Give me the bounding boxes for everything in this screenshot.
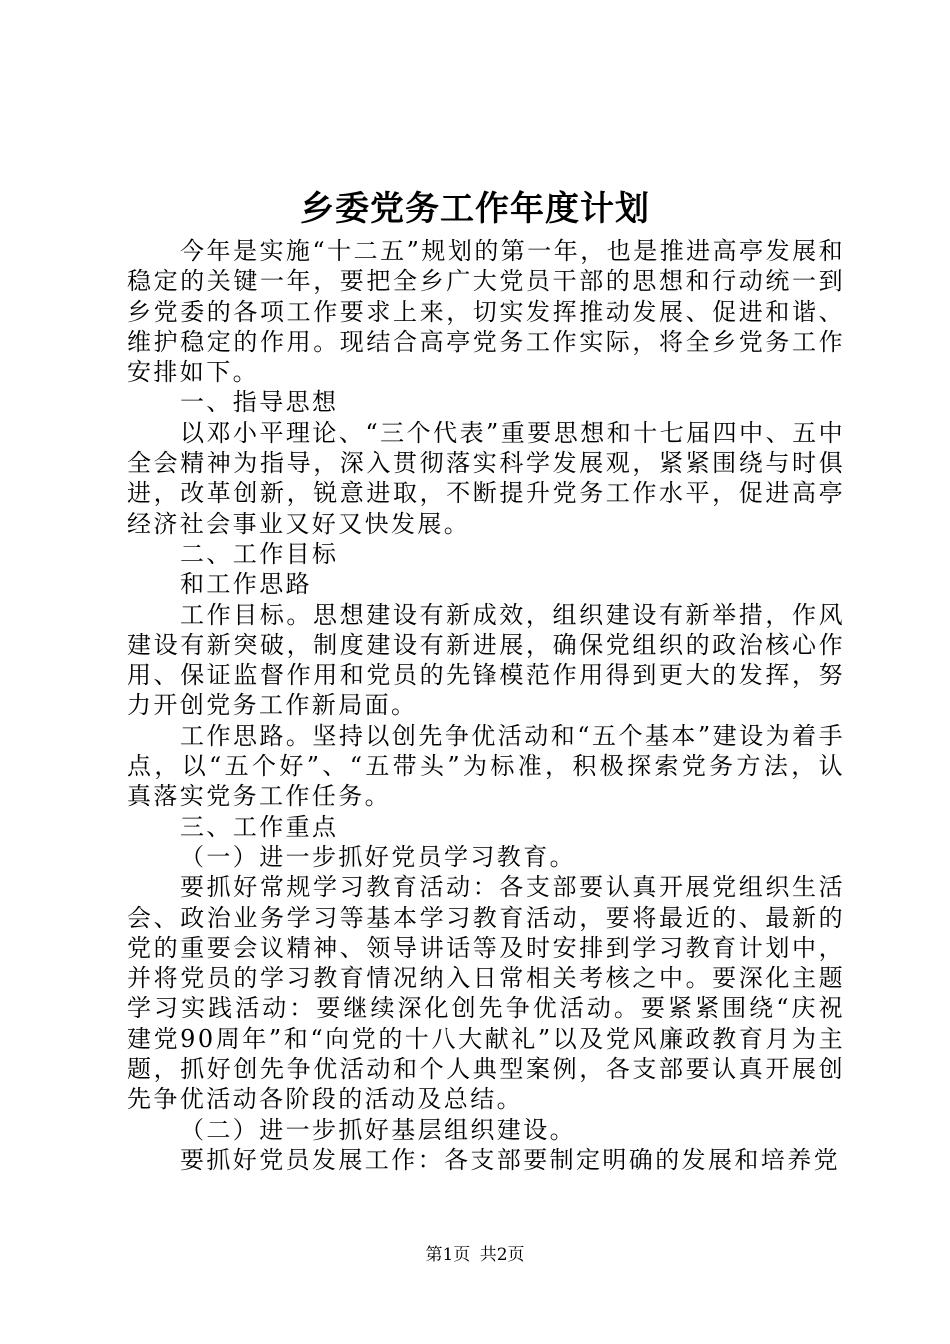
section-heading: 二、工作目标 [180,539,339,568]
paragraph: 要抓好党员发展工作：各支部要制定明确的发展和培养党 [180,1145,840,1174]
paragraph: 工作思路。坚持以创先争优活动和“五个基本”建设为着手点，以“五个好”、“五带头”为标准，积极探索党务方法，认真落实党务工作任务。 [127,721,845,811]
paragraph: 以邓小平理论、“三个代表”重要思想和十七届四中、五中全会精神为指导，深入贯彻落实科学发展观，紧紧围绕与时俱进，改革创新，锐意进取，不断提升党务工作水平，促进高亭经济社会事业又好又快发展。 [127,418,845,538]
paragraph: 要抓好常规学习教育活动：各支部要认真开展党组织生活会、政治业务学习等基本学习教育活动，要将最近的、最新的党的重要会议精神、领导讲话等及时安排到学习教育计划中，并将党员的学习教育情况纳入日常相关考核之中。要深化主题学习实践活动：要继续深化创先争优活动。要紧紧围绕“庆祝建党90周年”和“向党的十八大献礼”以及党风廉政教育月为主题，抓好创先争优活动和个人典型案例，各支部要认真开展创先争优活动各阶段的活动及总结。 [127,873,845,1114]
document-body [127,236,845,1175]
section-heading: 和工作思路 [180,570,312,599]
section-heading: 一、指导思想 [180,388,339,417]
paragraph: 工作目标。思想建设有新成效，组织建设有新举措，作风建设有新突破，制度建设有新进展，确保党组织的政治核心作用、保证监督作用和党员的先锋模范作用得到更大的发挥，努力开创党务工作新局面。 [127,600,845,720]
document-title: 乡委党务工作年度计划 [300,189,650,229]
subsection-heading: （二）进一步抓好基层组织建设。 [180,1115,576,1144]
section-heading: 三、工作重点 [180,812,339,841]
subsection-heading: （一）进一步抓好党员学习教育。 [180,842,576,871]
paragraph-intro: 今年是实施“十二五”规划的第一年，也是推进高亭发展和稳定的关键一年，要把全乡广大党员干部的思想和行动统一到乡党委的各项工作要求上来，切实发挥推动发展、促进和谐、维护稳定的作用。现结合高亭党务工作实际，将全乡党务工作安排如下。 [127,237,845,387]
page-footer: 第1页 共2页 [425,1245,525,1265]
